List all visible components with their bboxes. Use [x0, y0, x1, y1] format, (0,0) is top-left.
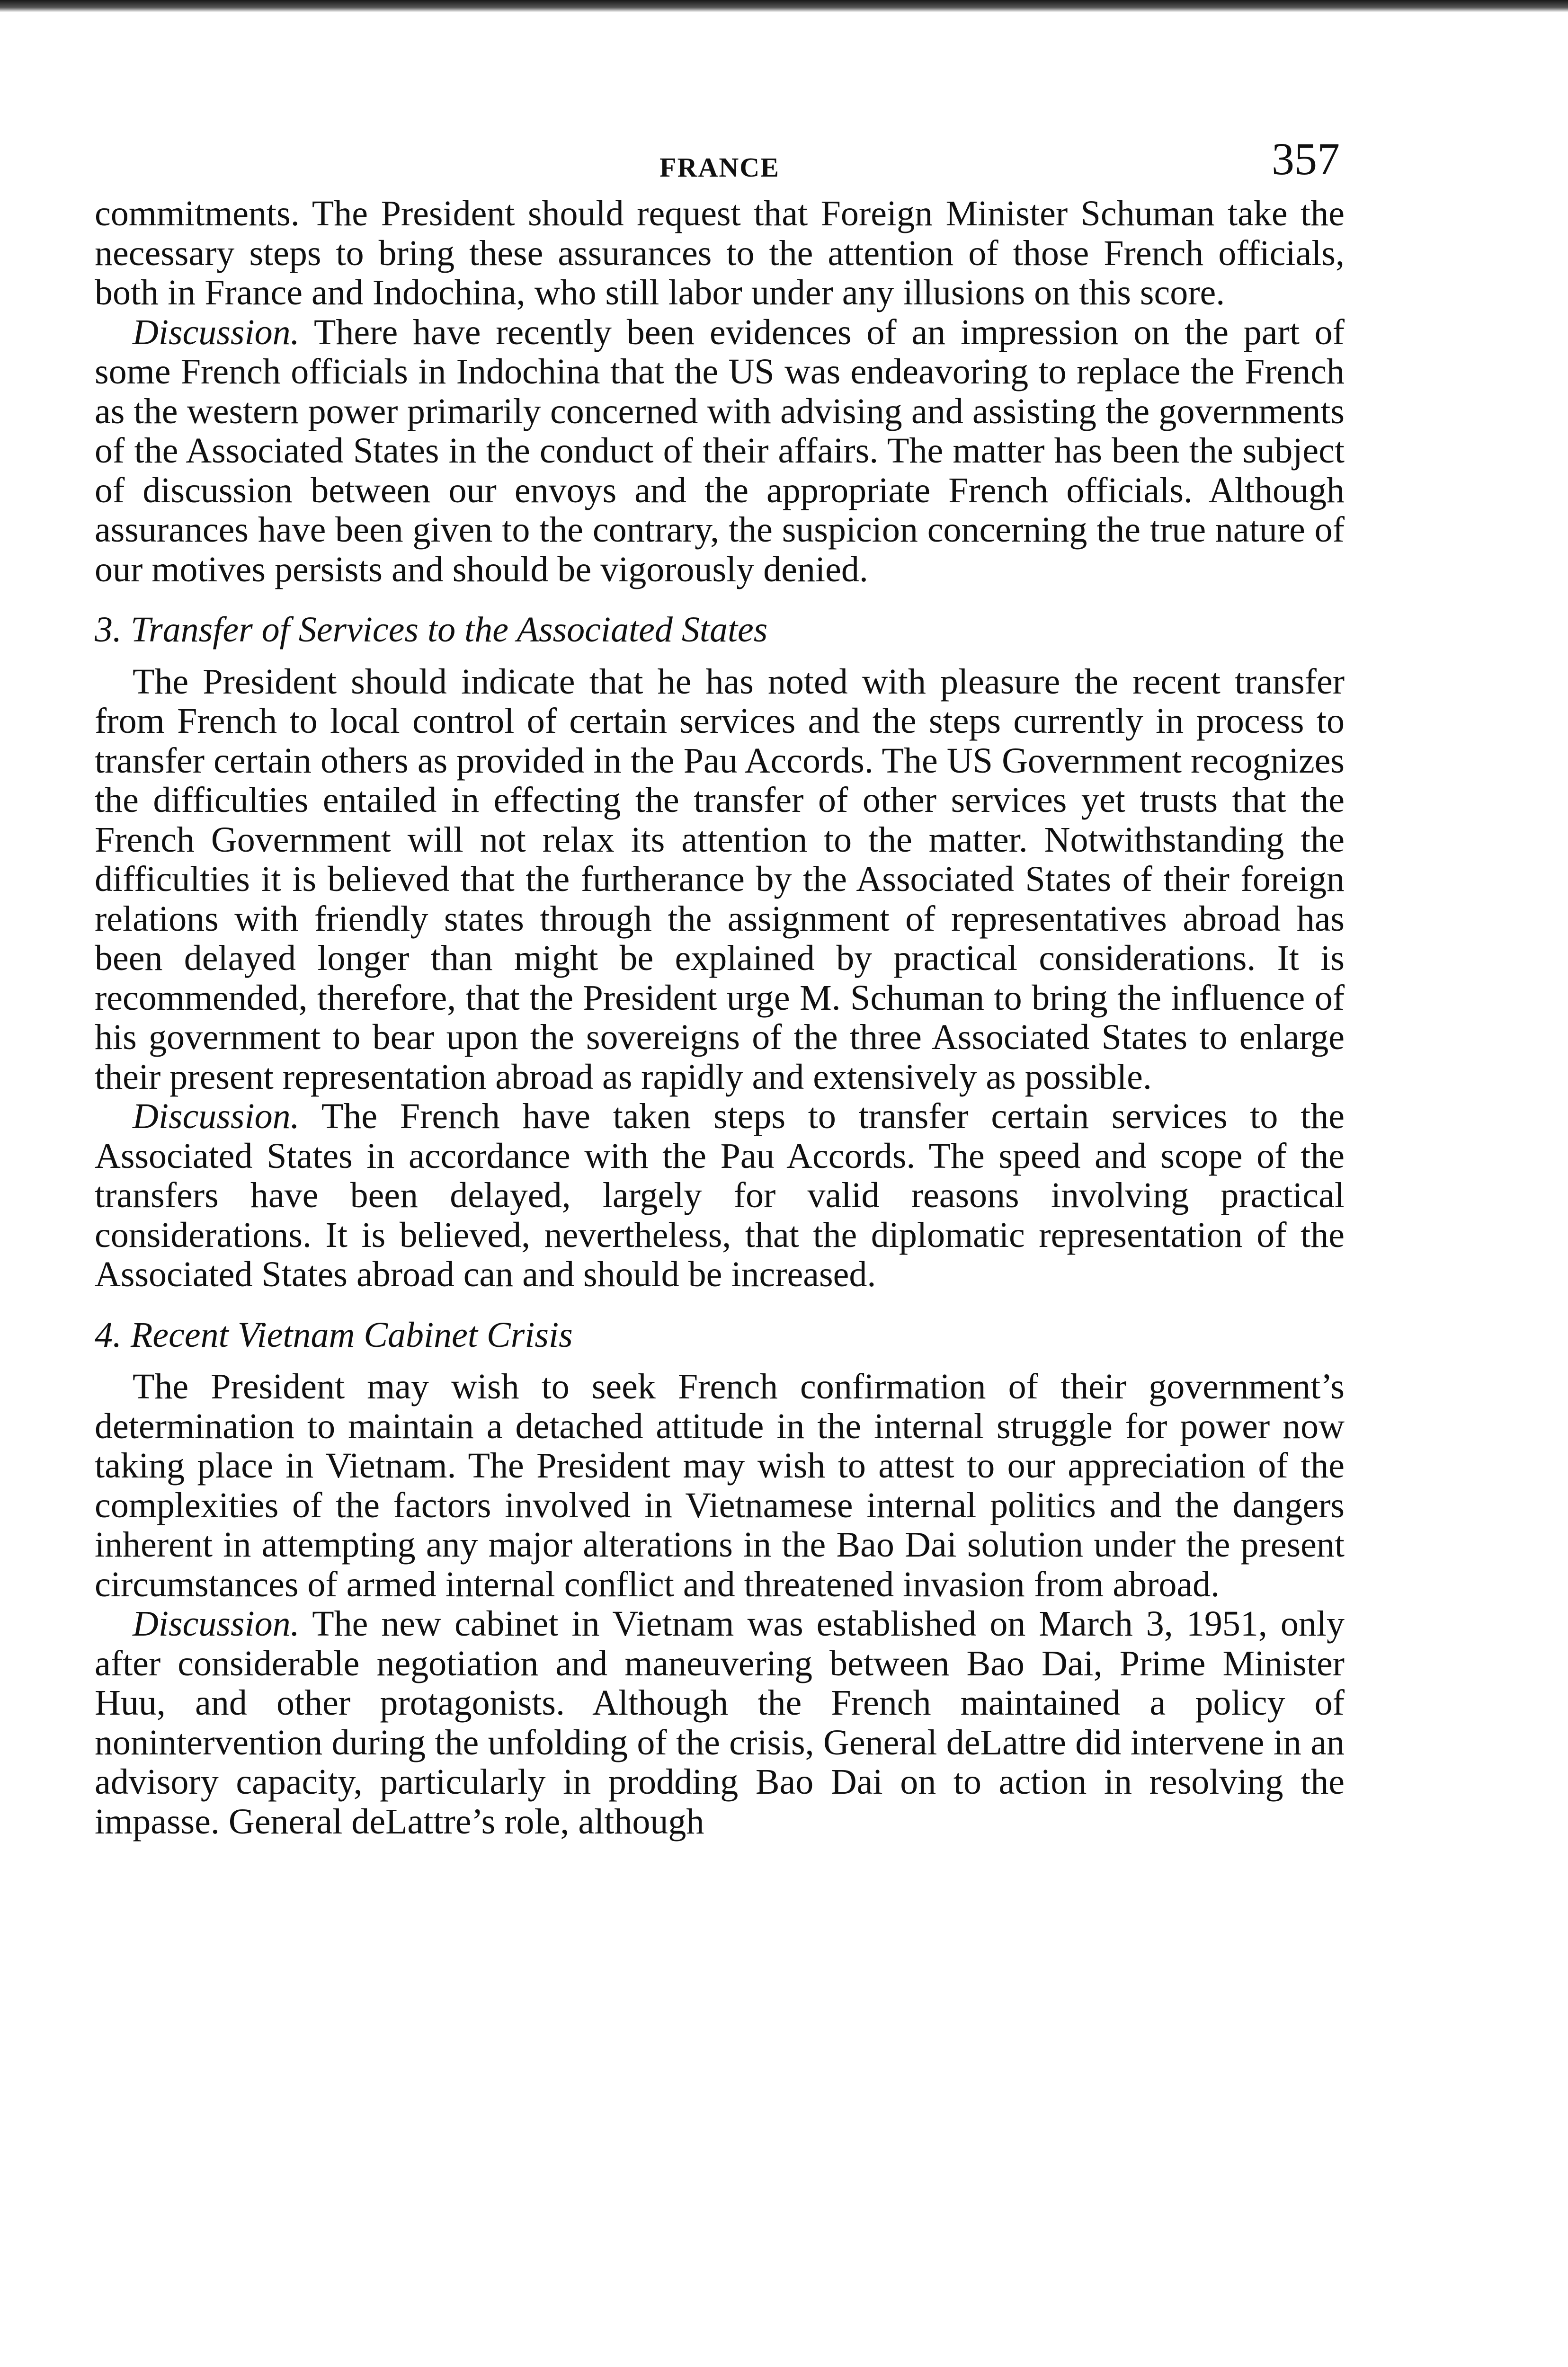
paragraph-cabinet-crisis-recommendation: The President may wish to seek French confirmation of their government’s determination to maintain a detached attitude in the internal struggle for power now taking place in Vietnam. The President may wish to attest to our appreciation of the complexities of the factors involved in Vietnamese internal politics and the dangers inherent in attempting any major alterations in the Bao Dai solution under the present circumstances of armed internal conflict and threatened invasion from abroad. — [95, 1367, 1345, 1604]
discussion-label: Discussion. — [133, 312, 300, 352]
discussion-label: Discussion. — [133, 1096, 300, 1136]
section-title: FRANCE — [659, 152, 780, 183]
discussion-text: The French have taken steps to transfer certain services to the Associated States in accordance with the Pau Accords. The speed and scope of the transfers have been delayed, largely for valid reasons involving practical considerations. It is believed, nevertheless, that the diplomatic representation of the Associated States abroad can and should be increased. — [95, 1096, 1345, 1294]
paragraph-discussion-3 — [95, 1604, 1345, 1842]
running-head — [95, 133, 1345, 194]
page-number: 357 — [1272, 133, 1340, 184]
paragraph-commitments: commitments. The President should request that Foreign Minister Schuman take the necessary steps to bring these assurances to the attention of those French officials, both in France and Indochina, who still labor under any illusions on this score. — [95, 194, 1345, 312]
heading-transfer-of-services: 3. Transfer of Services to the Associated States — [95, 610, 768, 650]
heading-vietnam-cabinet-crisis: 4. Recent Vietnam Cabinet Crisis — [95, 1315, 573, 1355]
scan-top-edge — [0, 0, 1568, 12]
document-page — [95, 133, 1345, 1842]
paragraph-discussion-1 — [95, 313, 1345, 590]
paragraph-discussion-2 — [95, 1097, 1345, 1295]
discussion-text: There have recently been evidences of an impression on the part of some French officials in Indochina that the US was endeavoring to replace the French as the western power primarily concerned with advising and assisting the governments of the Associated States in the conduct of their affairs. The matter has been the subject of discussion between our envoys and the appropriate French officials. Although assurances have been given to the contrary, the suspicion concerning the true nature of our motives persists and should be vigorously denied. — [95, 312, 1345, 589]
discussion-label: Discussion. — [133, 1604, 300, 1644]
paragraph-transfer-recommendation: The President should indicate that he has noted with pleasure the recent transfer from French to local control of certain services and the steps currently in process to transfer certain others as provided in the Pau Accords. The US Government recognizes the difficulties entailed in effecting the transfer of other services yet trusts that the French Government will not relax its attention to the matter. Notwithstanding the difficulties it is believed that the furtherance by the Associated States of their foreign relations with friendly states through the assignment of representatives abroad has been delayed longer than might be explained by practical considerations. It is recommended, therefore, that the President urge M. Schuman to bring the influence of his government to bear upon the sovereigns of the three Associated States to enlarge their present representation abroad as rapidly and extensively as possible. — [95, 661, 1345, 1097]
discussion-text: The new cabinet in Vietnam was established on March 3, 1951, only after considerable negotiation and maneuvering between Bao Dai, Prime Minister Huu, and other protagonists. Although the French maintained a policy of nonintervention during the unfolding of the crisis, General deLattre did intervene in an advisory capacity, particularly in prodding Bao Dai on to action in resolving the impasse. General deLattre’s role, although — [95, 1604, 1345, 1842]
